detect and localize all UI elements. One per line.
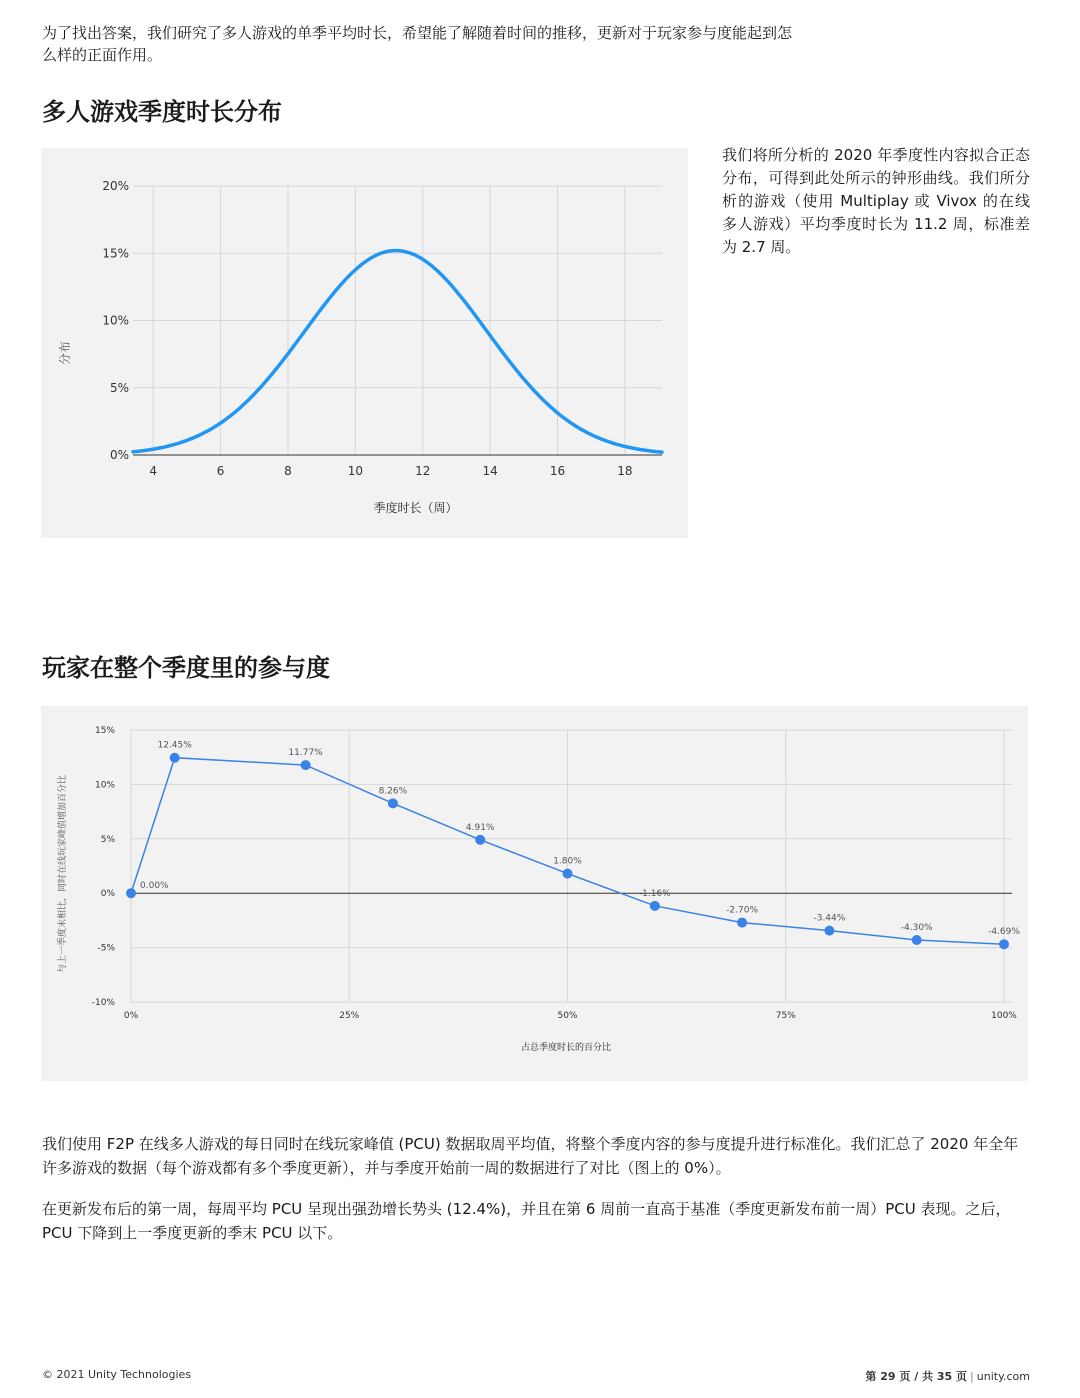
data-point [170, 753, 180, 763]
y-tick-label: 15% [94, 726, 115, 736]
data-label: -3.44% [813, 913, 846, 924]
y-tick-label: 5% [109, 380, 129, 395]
x-tick-label: 25% [339, 1011, 360, 1021]
data-label: -1.16% [638, 888, 671, 899]
x-tick-label: 50% [557, 1011, 578, 1021]
data-label: 1.80% [553, 856, 582, 867]
body-paragraph-2: 在更新发布后的第一周，每周平均 PCU 呈现出强劲增长势头 (12.4%)，并且在第 6 周前一直高于基准（季度更新发布前一周）PCU 表现。之后，PCU 下降到上一季度更新的季末 PCU 以下。 [42, 1200, 1011, 1242]
distribution-chart [41, 148, 688, 538]
section1-note: 我们将所分析的 2020 年季度性内容拟合正态分布，可得到此处所示的钟形曲线。我们所分析的游戏（使用 Multiplay 或 Vivox 的在线多人游戏）平均季度时长为 11.2 周，标准差为 2.7 周。 [722, 146, 1030, 256]
y-tick-label: 20% [102, 179, 129, 193]
x-tick-label: 14 [482, 464, 498, 478]
y-tick-label: 10% [94, 780, 115, 791]
x-tick-label: 12 [415, 464, 431, 478]
x-tick-label: 18 [617, 464, 633, 478]
data-label: -2.70% [726, 905, 759, 916]
x-axis-title: 占总季度时长的百分比 [520, 1043, 612, 1053]
data-point [737, 918, 747, 928]
x-tick-label: 6 [216, 464, 225, 478]
y-tick-label: 10% [102, 313, 129, 328]
y-axis-title: 分布 [58, 340, 72, 366]
footer-separator: | [970, 1370, 974, 1383]
y-tick-label: 15% [102, 246, 129, 261]
x-tick-label: 75% [775, 1011, 796, 1021]
distribution-curve [133, 251, 662, 453]
engagement-chart [41, 706, 1028, 1081]
body-paragraph-1: 我们使用 F2P 在线多人游戏的每日同时在线玩家峰值 (PCU) 数据取周平均值，将整个季度内容的参与度提升进行标准化。我们汇总了 2020 年全年许多游戏的数据（每个游戏都有多个季度更新），并与季度开始前一周的数据进行了对比（图上的 0%）。 [42, 1135, 1019, 1177]
data-point [999, 939, 1009, 949]
distribution-chart-panel [41, 148, 688, 538]
data-point [650, 901, 660, 911]
data-label: 11.77% [288, 748, 323, 759]
data-label: 8.26% [378, 786, 408, 797]
x-tick-label: 10 [347, 464, 364, 478]
x-tick-label: 16 [549, 464, 566, 478]
engagement-chart-panel [41, 706, 1028, 1081]
data-point [388, 798, 398, 808]
data-point [824, 926, 834, 936]
x-axis-title: 季度时长（周） [373, 501, 458, 515]
data-point [912, 935, 922, 945]
intro-paragraph: 为了找出答案，我们研究了多人游戏的单季平均时长，希望能了解随着时间的推移，更新对于玩家参与度能起到怎么样的正面作用。 [42, 24, 793, 64]
footer-copyright: © 2021 Unity Technologies [42, 1368, 192, 1381]
footer-page-info [865, 1368, 1030, 1384]
y-tick-label: 5% [100, 834, 115, 845]
y-tick-label: -10% [91, 998, 115, 1008]
footer-page-number: 第 29 页 / 共 35 页 [865, 1370, 968, 1383]
data-point [563, 869, 573, 879]
x-tick-label: 8 [284, 464, 292, 478]
data-label: 0.00% [140, 881, 169, 892]
data-point [301, 760, 311, 770]
x-tick-label: 0% [123, 1011, 139, 1021]
data-label: 4.91% [465, 822, 495, 833]
data-label: -4.69% [988, 927, 1020, 938]
y-tick-label: -5% [97, 943, 115, 954]
x-tick-label: 4 [149, 464, 158, 478]
x-tick-label: 100% [991, 1011, 1017, 1021]
data-point [126, 888, 136, 898]
y-tick-label: 0% [109, 448, 129, 462]
y-axis-title: 与上一季度末相比，同时在线玩家峰值增加百分比 [58, 774, 68, 974]
y-tick-label: 0% [100, 889, 115, 900]
data-label: 12.45% [157, 740, 192, 751]
footer-site-link[interactable]: unity.com [976, 1370, 1030, 1383]
section1-title: 多人游戏季度时长分布 [42, 98, 282, 126]
data-label: -4.30% [900, 922, 933, 933]
section2-title: 玩家在整个季度里的参与度 [42, 654, 330, 682]
data-point [475, 835, 485, 845]
